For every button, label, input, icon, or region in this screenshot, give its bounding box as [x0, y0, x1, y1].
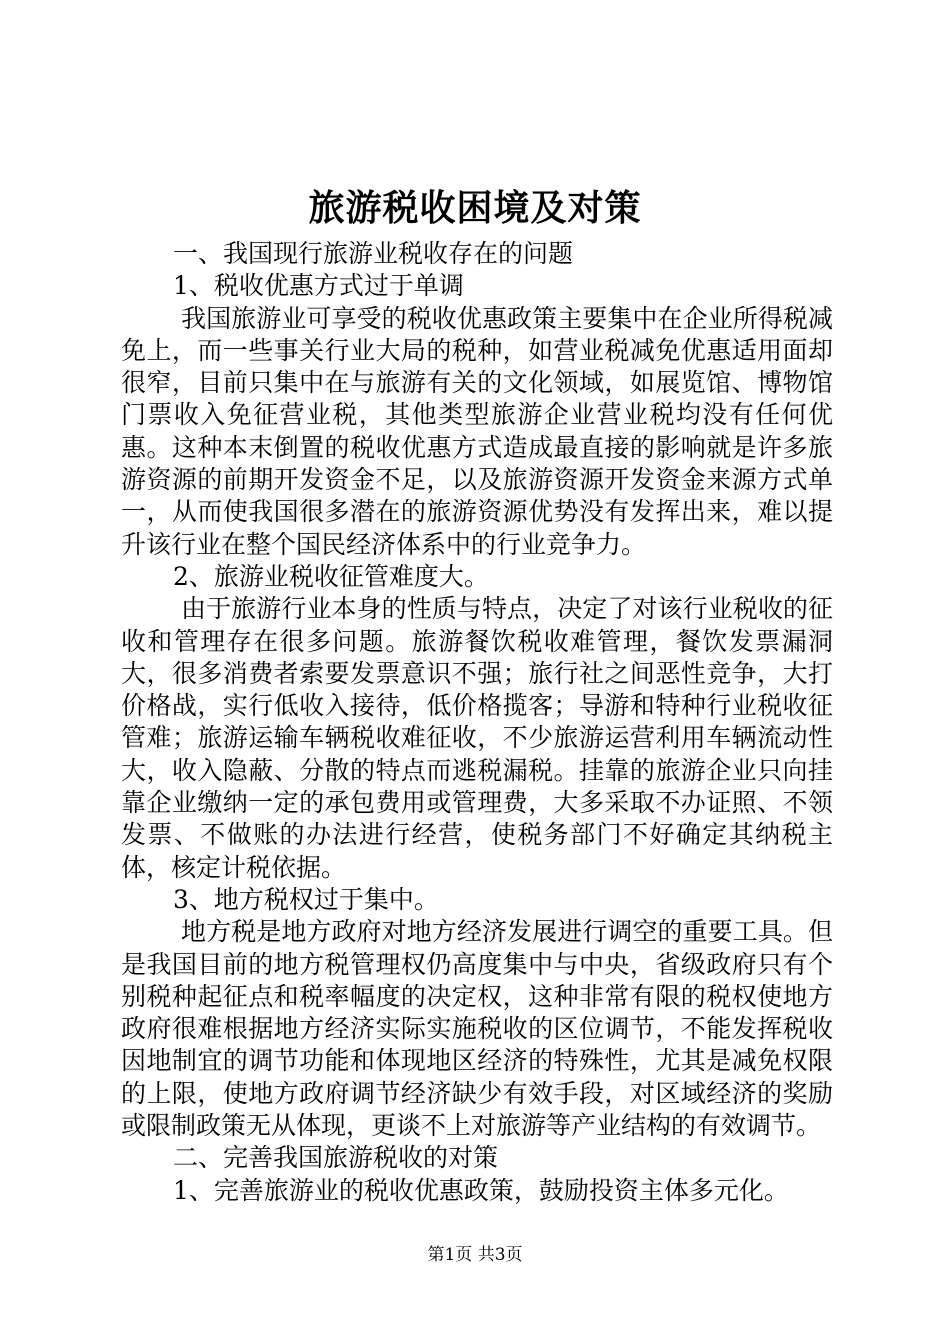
subsection-heading-2-1: 1、完善旅游业的税收优惠政策，鼓励投资主体多元化。	[173, 1175, 789, 1205]
paragraph-2: 由于旅游行业本身的性质与特点，决定了对该行业税收的征收和管理存在很多问题。旅游餐饮税收难管理，餐饮发票漏洞大，很多消费者索要发票意识不强；旅行社之间恶性竞争，大打价格战，实行低收入接待，低价格揽客；导游和特种行业税收征管难；旅游运输车辆税收难征收，不少旅游运营利用车辆流动性大，收入隐蔽、分散的特点而逃税漏税。挂靠的旅游企业只向挂靠企业缴纳一定的承包费用或管理费，大多采取不办证照、不领发票、不做账的办法进行经营，使税务部门不好确定其纳税主体，核定计税依据。	[121, 594, 833, 882]
subsection-heading-1-1: 1、税收优惠方式过于单调	[173, 271, 464, 301]
subsection-heading-1-3: 3、地方税权过于集中。	[173, 884, 439, 914]
paragraph-1: 我国旅游业可享受的税收优惠政策主要集中在企业所得税减免上，而一些事关行业大局的税种，如营业税减免优惠适用面却很窄，目前只集中在与旅游有关的文化领域，如展览馆、博物馆门票收入免征营业税，其他类型旅游企业营业税均没有任何优惠。这种本末倒置的税收优惠方式造成最直接的影响就是许多旅游资源的前期开发资金不足，以及旅游资源开发资金来源方式单一，从而使我国很多潜在的旅游资源优势没有发挥出来，难以提升该行业在整个国民经济体系中的行业竞争力。	[121, 303, 833, 559]
page-footer: 第1页 共3页	[427, 1245, 523, 1265]
document-title: 旅游税收困境及对策	[308, 187, 642, 229]
section-heading-1: 一、我国现行旅游业税收存在的问题	[173, 239, 574, 268]
document-body	[121, 238, 833, 1207]
section-heading-2: 二、完善我国旅游税收的对策	[173, 1143, 499, 1173]
paragraph-3: 地方税是地方政府对地方经济发展进行调空的重要工具。但是我国目前的地方税管理权仍高度集中与中央，省级政府只有个别税种起征点和税率幅度的决定权，这种非常有限的税权使地方政府很难根据地方经济实际实施税收的区位调节，不能发挥税收因地制宜的调节功能和体现地区经济的特殊性，尤其是减免权限的上限，使地方政府调节经济缺少有效手段，对区域经济的奖励或限制政策无从体现，更谈不上对旅游等产业结构的有效调节。	[121, 917, 833, 1141]
subsection-heading-1-2: 2、旅游业税收征管难度大。	[173, 561, 489, 591]
